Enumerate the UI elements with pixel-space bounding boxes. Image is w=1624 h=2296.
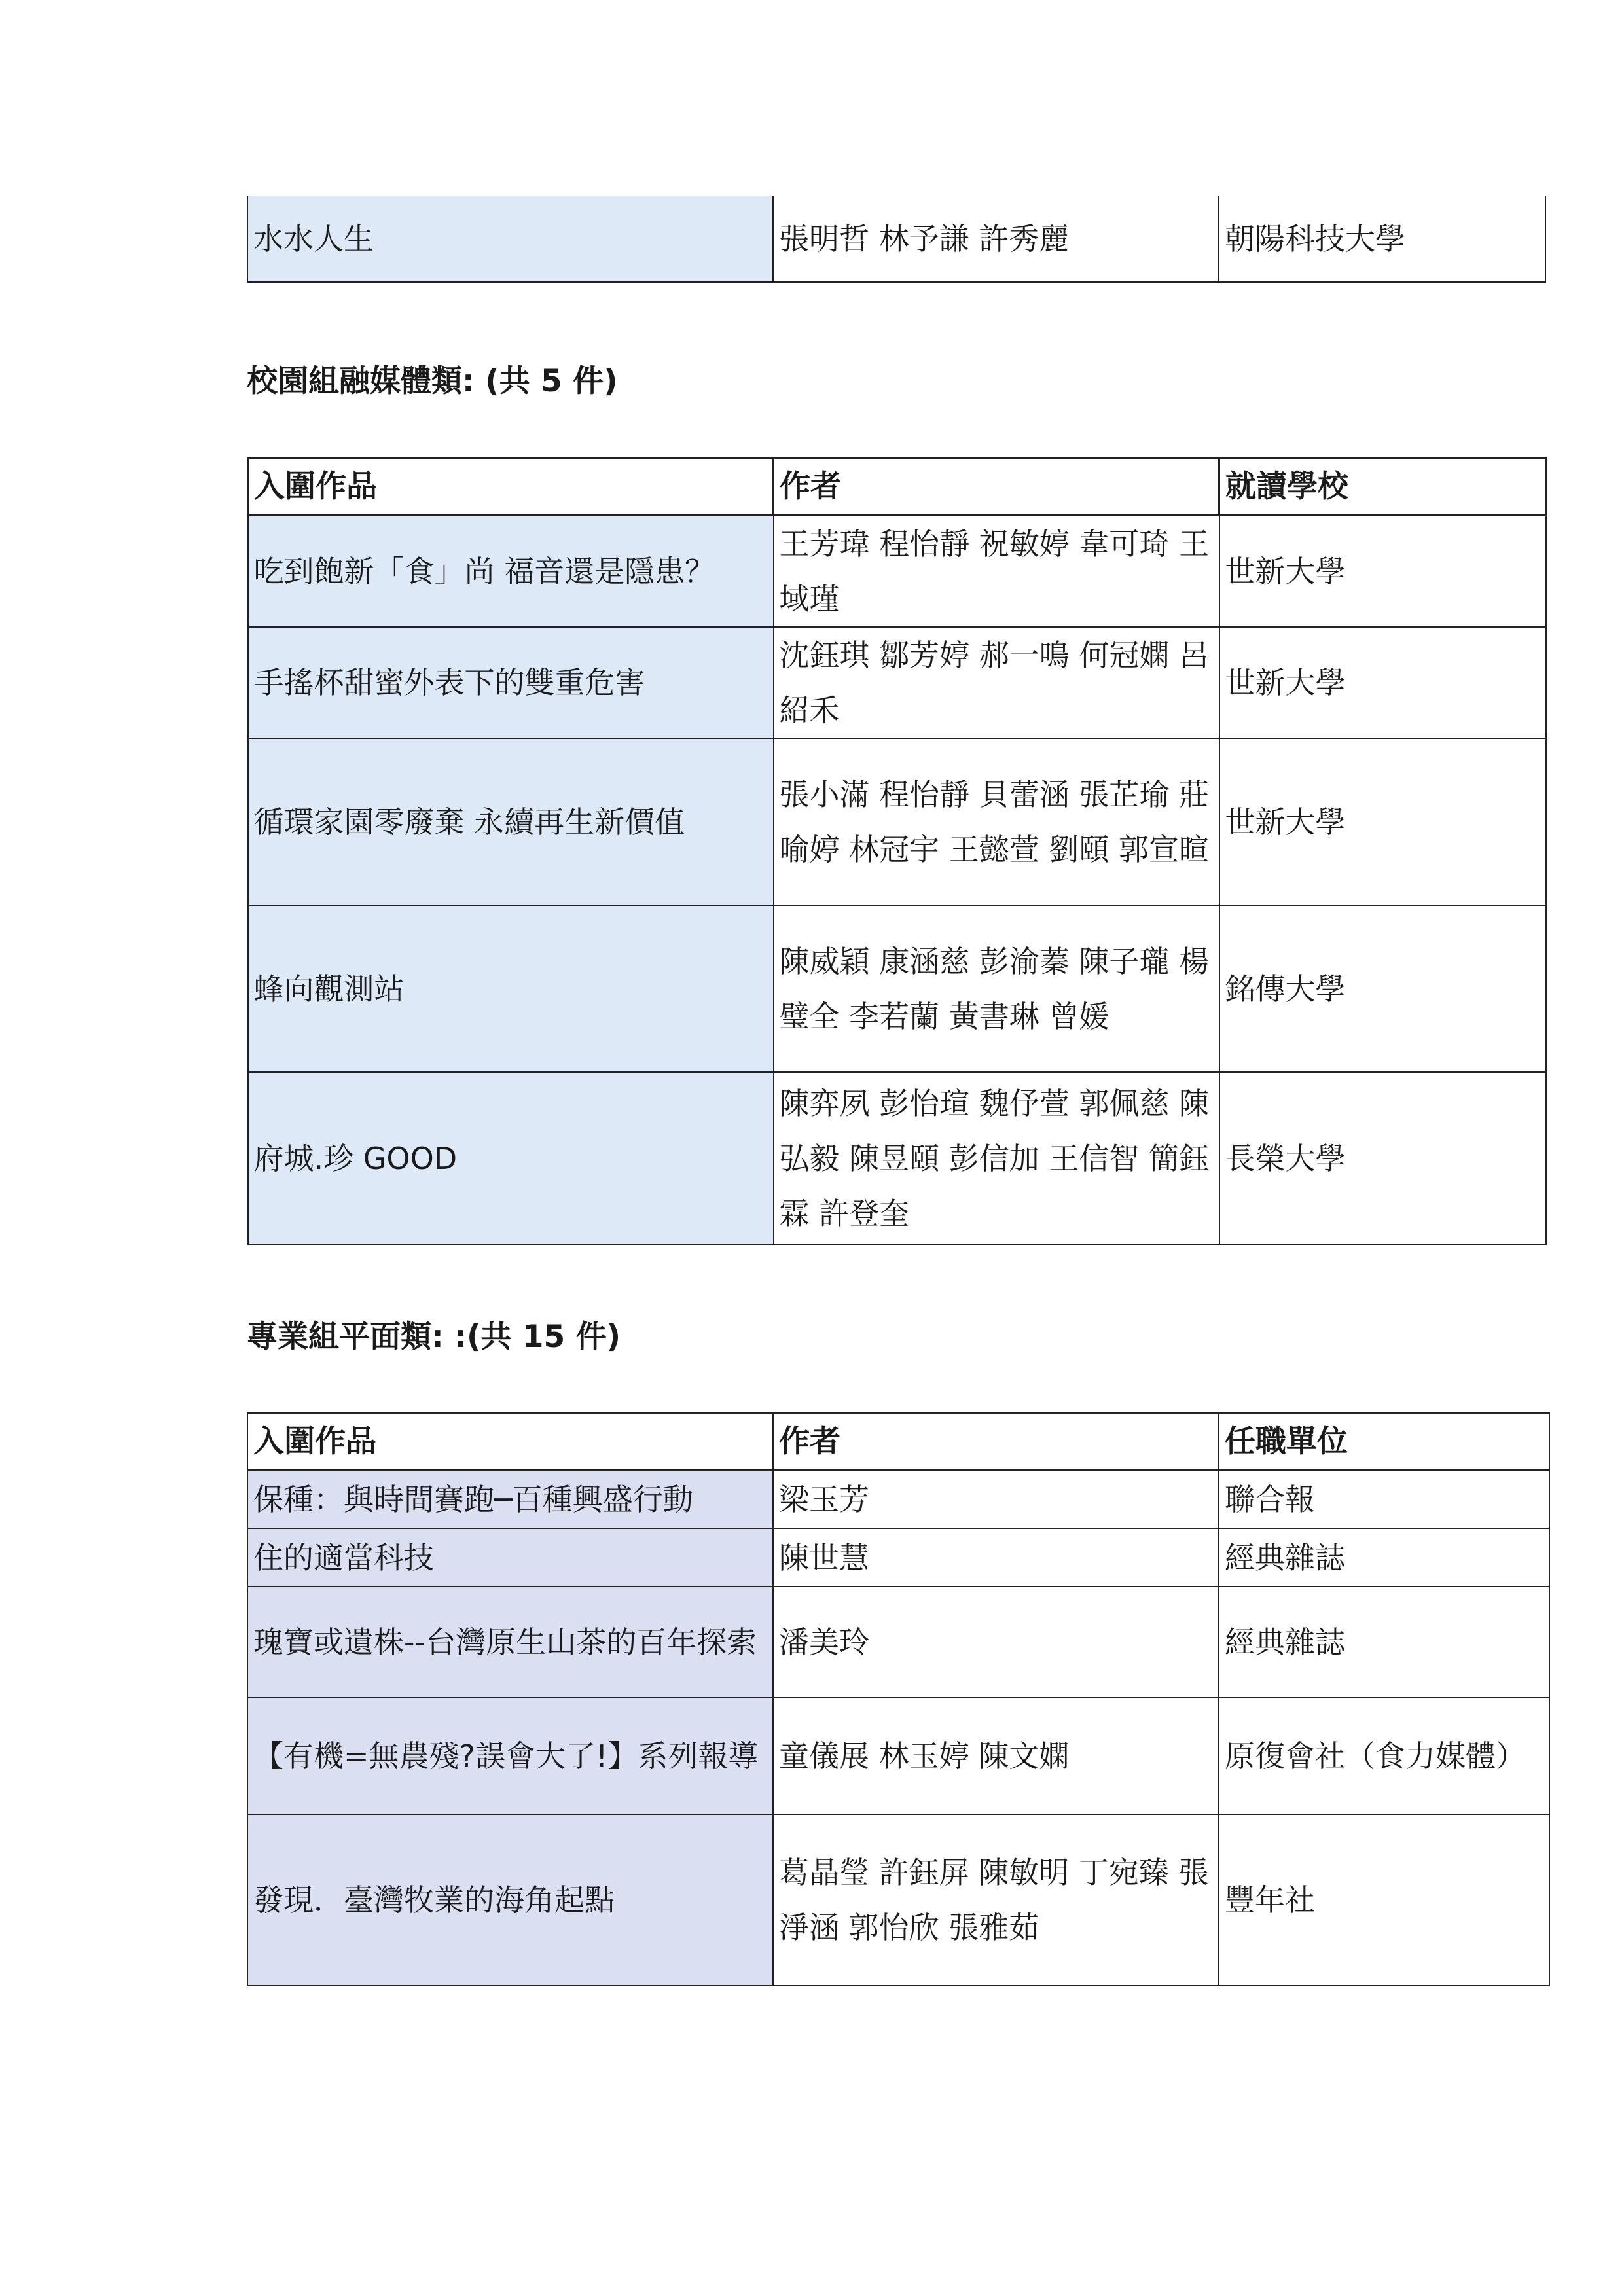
table-row: [247, 1528, 1549, 1587]
entry-authors: 陳弈夙 彭怡瑄 魏伃萱 郭佩慈 陳弘毅 陳昱頤 彭信加 王信智 簡鈺霖 許登奎: [774, 1072, 1219, 1244]
header-title: 入圍作品: [248, 458, 774, 516]
table-row: [248, 905, 1546, 1072]
entry-title: 手搖杯甜蜜外表下的雙重危害: [248, 627, 774, 738]
table-row: [248, 516, 1546, 628]
entry-title: 發現．臺灣牧業的海角起點: [247, 1814, 773, 1986]
header-authors: 作者: [774, 458, 1219, 516]
entry-title: 循環家園零廢棄 永續再生新價值: [248, 738, 774, 905]
entry-org: 經典雜誌: [1219, 1528, 1549, 1587]
entry-org: 朝陽科技大學: [1219, 196, 1545, 282]
table-row: [248, 627, 1546, 738]
header-org: 就讀學校: [1219, 458, 1546, 516]
entry-title: 吃到飽新「食」尚 福音還是隱患？: [248, 516, 774, 628]
entry-authors: 潘美玲: [773, 1587, 1219, 1698]
entry-authors: 張小滿 程怡靜 貝蕾涵 張芷瑜 莊喻婷 林冠宇 王懿萱 劉頤 郭宣暄: [774, 738, 1219, 905]
entry-org: 豐年社: [1219, 1814, 1549, 1986]
table-row: [248, 1072, 1546, 1244]
entry-org: 經典雜誌: [1219, 1587, 1549, 1698]
table-header-row: [248, 458, 1546, 516]
top-table: [247, 196, 1546, 283]
entry-authors: 陳威穎 康涵慈 彭渝蓁 陳子瓏 楊璧全 李若蘭 黃書琳 曾媛: [774, 905, 1219, 1072]
entry-org: 長榮大學: [1219, 1072, 1546, 1244]
entry-authors: 張明哲 林予謙 許秀麗: [773, 196, 1219, 282]
header-org: 任職單位: [1219, 1413, 1549, 1470]
entry-org: 世新大學: [1219, 738, 1546, 905]
header-title: 入圍作品: [247, 1413, 773, 1470]
entry-authors: 童儀展 林玉婷 陳文嫻: [773, 1698, 1219, 1814]
table-row: [247, 1587, 1549, 1698]
table-row: [247, 1470, 1549, 1528]
entry-authors: 梁玉芳: [773, 1470, 1219, 1528]
table-row: [247, 1814, 1549, 1986]
table-row: [247, 196, 1545, 282]
entry-title: 瑰寶或遺株--台灣原生山茶的百年探索: [247, 1587, 773, 1698]
entry-title: 府城.珍 GOOD: [248, 1072, 774, 1244]
table-row: [248, 738, 1546, 905]
entry-org: 世新大學: [1219, 627, 1546, 738]
campus-media-table: [247, 457, 1547, 1245]
header-authors: 作者: [773, 1413, 1219, 1470]
entry-title: 【有機=無農殘?誤會大了!】系列報導: [247, 1698, 773, 1814]
entry-authors: 沈鈺琪 鄒芳婷 郝一鳴 何冠嫻 呂紹禾: [774, 627, 1219, 738]
entry-authors: 陳世慧: [773, 1528, 1219, 1587]
entry-title: 住的適當科技: [247, 1528, 773, 1587]
entry-org: 銘傳大學: [1219, 905, 1546, 1072]
entry-org: 聯合報: [1219, 1470, 1549, 1528]
entry-org: 世新大學: [1219, 516, 1546, 628]
pro-print-table: [247, 1412, 1550, 1986]
table-row: [247, 1698, 1549, 1814]
entry-title: 保種：與時間賽跑─百種興盛行動: [247, 1470, 773, 1528]
table-header-row: [247, 1413, 1549, 1470]
section-heading-pro-print: 專業組平面類: :(共 15 件): [247, 1319, 621, 1355]
entry-authors: 王芳瑋 程怡靜 祝敏婷 韋可琦 王域瑾: [774, 516, 1219, 628]
entry-title: 蜂向觀測站: [248, 905, 774, 1072]
entry-authors: 葛晶瑩 許鈺屏 陳敏明 丁宛臻 張淨涵 郭怡欣 張雅茹: [773, 1814, 1219, 1986]
entry-title: 水水人生: [247, 196, 773, 282]
entry-org: 原復會社（食力媒體）: [1219, 1698, 1549, 1814]
section-heading-campus-media: 校園組融媒體類: (共 5 件): [247, 363, 618, 399]
